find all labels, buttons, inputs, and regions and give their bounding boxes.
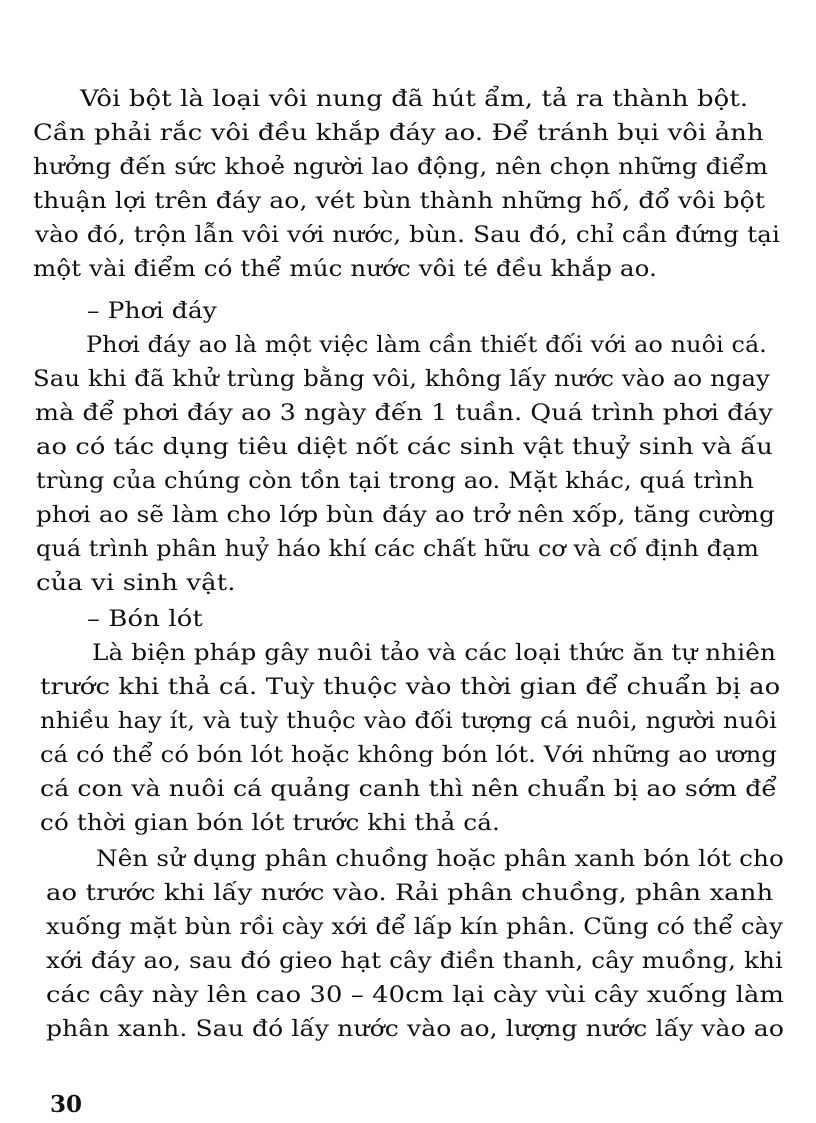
text-line: ao trước khi lấy nước vào. Rải phân chuồng, phân xanh	[46, 880, 774, 906]
text-line: trùng của chúng còn tồn tại trong ao. Mặt khác, quá trình	[36, 468, 754, 494]
text-line: một vài điểm có thể múc nước vôi té đều khắp ao.	[33, 256, 657, 282]
text-line: Phơi đáy ao là một việc làm cần thiết đối với ao nuôi cá.	[86, 332, 767, 358]
text-line: cá con và nuôi cá quảng canh thì nên chuẩn bị ao sớm để	[40, 776, 777, 802]
text-line: trước khi thả cá. Tuỳ thuộc vào thời gian để chuẩn bị ao	[40, 674, 781, 700]
text-line: phân xanh. Sau đó lấy nước vào ao, lượng nước lấy vào ao	[46, 1016, 784, 1042]
text-line: Cần phải rắc vôi đều khắp đáy ao. Để tránh bụi vôi ảnh	[33, 120, 764, 146]
text-line: – Phơi đáy	[87, 298, 217, 324]
text-line: ao có tác dụng tiêu diệt nốt các sinh vật thuỷ sinh và ấu	[36, 434, 773, 460]
text-line: Vôi bột là loại vôi nung đã hút ẩm, tả ra thành bột.	[80, 86, 749, 112]
text-line: xới đáy ao, sau đó gieo hạt cây điền thanh, cây muồng, khi	[46, 948, 783, 974]
text-line: xuống mặt bùn rồi cày xới để lấp kín phân. Cũng có thể cày	[46, 914, 783, 940]
text-line: hưởng đến sức khoẻ người lao động, nên chọn những điểm	[33, 154, 768, 180]
text-line: của vi sinh vật.	[36, 570, 236, 596]
text-line: nhiều hay ít, và tuỳ thuộc vào đối tượng cá nuôi, người nuôi	[40, 708, 777, 734]
text-line: Nên sử dụng phân chuồng hoặc phân xanh bón lót cho	[96, 846, 784, 872]
text-line: mà để phơi đáy ao 3 ngày đến 1 tuần. Quá trình phơi đáy	[35, 400, 773, 426]
text-line: Sau khi đã khử trùng bằng vôi, không lấy nước vào ao ngay	[33, 366, 770, 392]
text-line: Là biện pháp gây nuôi tảo và các loại thức ăn tự nhiên	[92, 640, 776, 666]
page-number: 30	[50, 1091, 83, 1118]
text-line: cá có thể có bón lót hoặc không bón lót. Với những ao ương	[40, 742, 777, 768]
text-line: các cây này lên cao 30 – 40cm lại cày vùi cây xuống làm	[46, 982, 785, 1008]
text-line: – Bón lót	[87, 606, 203, 632]
text-line: vào đó, trộn lẫn vôi với nước, bùn. Sau đó, chỉ cần đứng tại	[35, 222, 780, 248]
text-line: thuận lợi trên đáy ao, vét bùn thành những hố, đổ vôi bột	[33, 188, 765, 214]
text-line: có thời gian bón lót trước khi thả cá.	[40, 810, 500, 836]
text-line: quá trình phân huỷ háo khí các chất hữu cơ và cố định đạm	[36, 536, 759, 562]
text-line: phơi ao sẽ làm cho lớp bùn đáy ao trở nên xốp, tăng cường	[36, 502, 775, 528]
